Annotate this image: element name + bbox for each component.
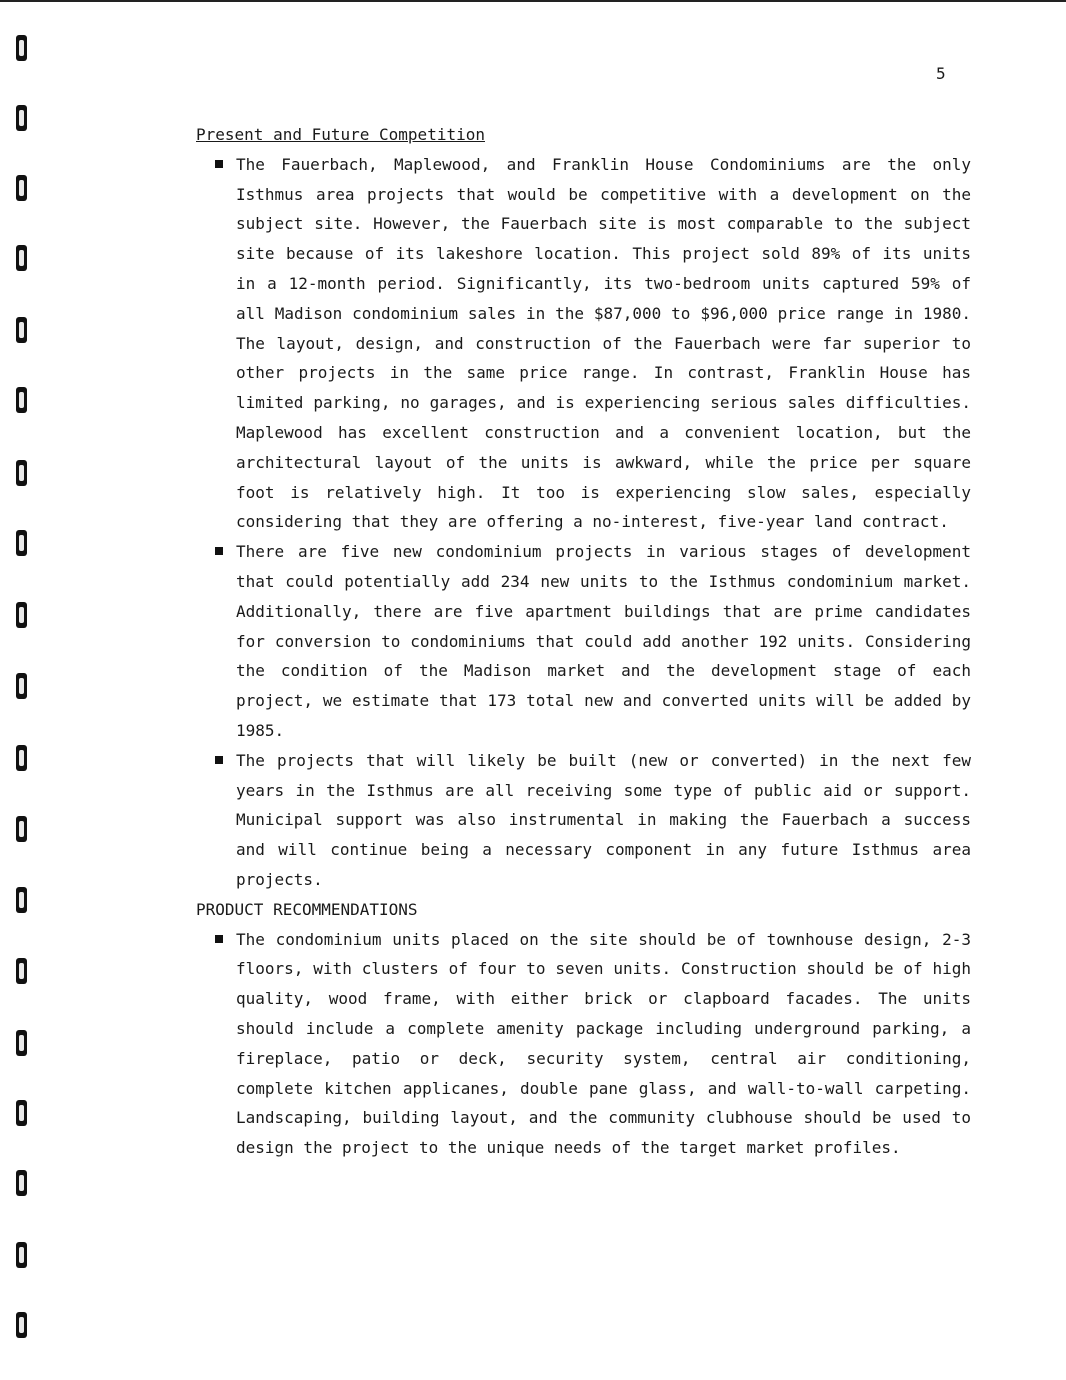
binding-hole bbox=[16, 887, 27, 913]
binding-hole bbox=[16, 745, 27, 771]
binding-hole bbox=[16, 530, 27, 556]
competition-bullet-list bbox=[196, 150, 996, 895]
list-item bbox=[196, 537, 971, 746]
bullet-text: The condominium units placed on the site should be of townhouse design, 2-3 floors, with clusters of four to seven units. Construction should be of high quality, wood frame, with either brick or clapboard facades. The units should include a complete amenity package including underground parking, a fireplace, patio or deck, security system, central air conditioning, complete kitchen applicanes, double pane glass, and wall-to-wall carpeting. Landscaping, building layout, and the community clubhouse should be used to design the project to the unique needs of the target market profiles. bbox=[236, 929, 971, 1158]
page-number: 5 bbox=[936, 64, 946, 83]
document-body bbox=[196, 120, 996, 1163]
bullet-text: The Fauerbach, Maplewood, and Franklin House Condominiums are the only Isthmus area projects that would be competitive with a development on the subject site. However, the Fauerbach site is most comparable to the subject site because of its lakeshore location. This project sold 89% of its units in a 12-month period. Significantly, its two-bedroom units captured 59% of all Madison condominium sales in the $87,000 to $96,000 price range in 1980. The layout, design, and construction of the Fauerbach were far superior to other projects in the same price range. In contrast, Franklin House has limited parking, no garages, and is experiencing serious sales difficulties. Maplewood has excellent construction and a convenient location, but the architectural layout of the units is awkward, while the price per square foot is relatively high. It too is experiencing slow sales, especially considering that they are offering a no-interest, five-year land contract. bbox=[236, 154, 971, 532]
binding-hole bbox=[16, 1242, 27, 1268]
binding-hole bbox=[16, 673, 27, 699]
binding-hole bbox=[16, 958, 27, 984]
list-item bbox=[196, 746, 971, 895]
section-heading-product-recommendations: PRODUCT RECOMMENDATIONS bbox=[196, 899, 418, 919]
list-item bbox=[196, 925, 971, 1163]
bullet-text: There are five new condominium projects in various stages of development that could potentially add 234 new units to the Isthmus condominium market. Additionally, there are five apartment buildings that are prime candidates for conversion to condominiums that could add another 192 units. Considering the condition of the Madison market and the development stage of each project, we estimate that 173 total new and converted units will be added by 1985. bbox=[236, 542, 971, 740]
binding-hole bbox=[16, 387, 27, 413]
bullet-square-icon bbox=[215, 756, 223, 764]
bullet-text: The projects that will likely be built (new or converted) in the next few years in the Isthmus are all receiving some type of public aid or support. Municipal support was also instrumental in making the Fauerbach a success and will continue being a necessary component in any future Isthmus area projects. bbox=[236, 750, 971, 889]
bullet-square-icon bbox=[215, 547, 223, 555]
list-item bbox=[196, 150, 971, 537]
spiral-binding-holes bbox=[10, 30, 40, 1370]
section-heading-competition: Present and Future Competition bbox=[196, 125, 485, 144]
binding-hole bbox=[16, 816, 27, 842]
binding-hole bbox=[16, 1312, 27, 1338]
bullet-square-icon bbox=[215, 160, 223, 168]
binding-hole bbox=[16, 1170, 27, 1196]
binding-hole bbox=[16, 35, 27, 61]
binding-hole bbox=[16, 460, 27, 486]
binding-hole bbox=[16, 105, 27, 131]
bullet-square-icon bbox=[215, 935, 223, 943]
page-top-edge bbox=[0, 0, 1066, 2]
binding-hole bbox=[16, 602, 27, 628]
binding-hole bbox=[16, 1030, 27, 1056]
recommendations-bullet-list bbox=[196, 925, 996, 1163]
binding-hole bbox=[16, 1100, 27, 1126]
binding-hole bbox=[16, 317, 27, 343]
binding-hole bbox=[16, 245, 27, 271]
binding-hole bbox=[16, 175, 27, 201]
